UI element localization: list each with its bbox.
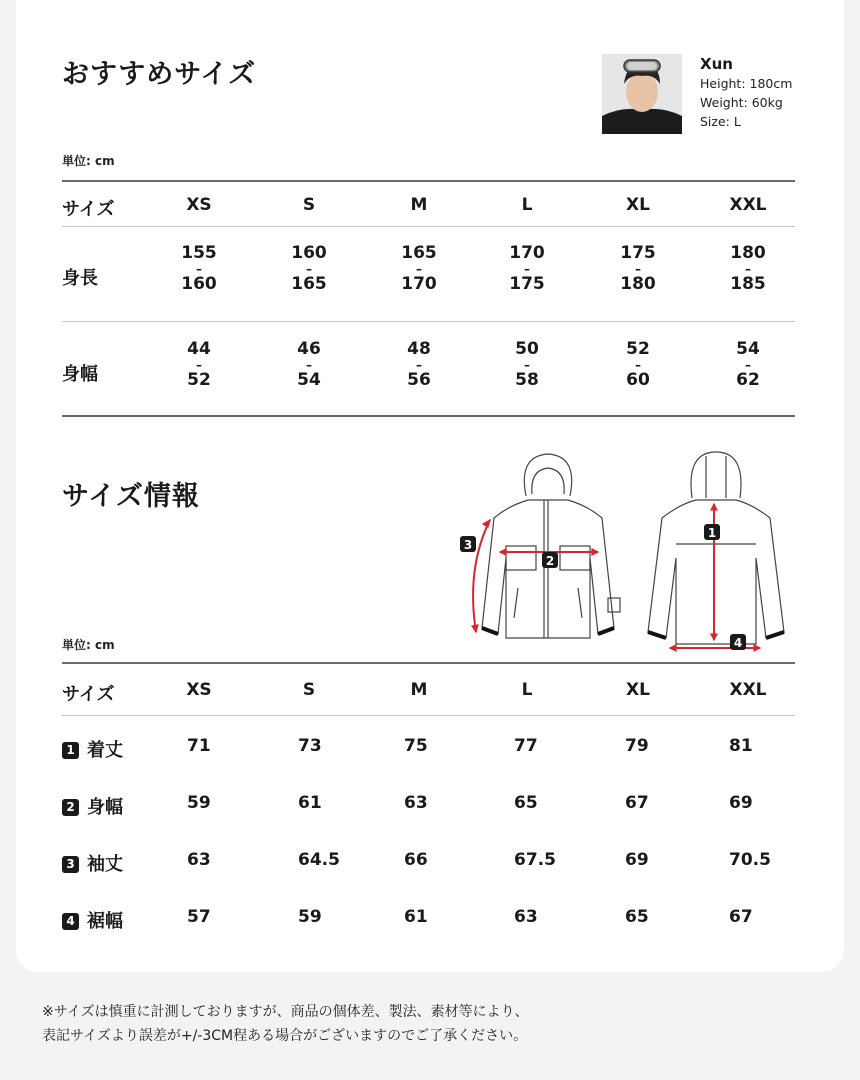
size-col-xs: XS: [186, 195, 212, 215]
range-cell: 54 – 62: [736, 339, 760, 390]
range-cell: 170 – 175: [509, 243, 545, 294]
value-cell: 57: [187, 907, 211, 927]
row-label: 身長: [62, 268, 98, 289]
size-header-label: サイズ: [62, 684, 115, 705]
note-line-2: 表記サイズより誤差が+/-3CM程ある場合がございますのでご了承ください。: [42, 1028, 528, 1044]
value-cell: 69: [729, 793, 753, 813]
size-col-s: S: [302, 680, 316, 700]
value-cell: 61: [298, 793, 322, 813]
row-label: 身幅: [62, 364, 98, 385]
value-cell: 67: [729, 907, 753, 927]
row-label: 1 着丈: [62, 736, 123, 762]
range-cell: 160 – 165: [291, 243, 327, 294]
range-cell: 52 – 60: [626, 339, 650, 390]
divider: [62, 415, 795, 417]
row-label: 3 袖丈: [62, 850, 123, 876]
size-col-xl: XL: [626, 195, 650, 215]
range-cell: 48 – 56: [407, 339, 431, 390]
value-cell: 63: [514, 907, 538, 927]
row-label: 2 身幅: [62, 793, 123, 819]
value-cell: 70.5: [729, 850, 771, 870]
value-cell: 71: [187, 736, 211, 756]
size-header-label: サイズ: [62, 199, 115, 220]
model-height: Height: 180cm: [700, 76, 793, 91]
svg-text:2: 2: [545, 554, 555, 568]
value-cell: 61: [404, 907, 428, 927]
size-col-s: S: [302, 195, 316, 215]
size-info-unit-label: 単位: cm: [62, 638, 115, 652]
size-col-xs: XS: [186, 680, 212, 700]
range-cell: 155 – 160: [181, 243, 217, 294]
size-col-xl: XL: [626, 680, 650, 700]
value-cell: 59: [187, 793, 211, 813]
recommended-size-title: おすすめサイズ: [62, 59, 257, 90]
size-col-xxl: XXL: [729, 680, 767, 700]
value-cell: 63: [187, 850, 211, 870]
value-cell: 79: [625, 736, 649, 756]
divider: [62, 180, 795, 182]
value-cell: 63: [404, 793, 428, 813]
number-3-icon: 3: [62, 856, 79, 873]
row-label: 4 裾幅: [62, 907, 123, 933]
jacket-measurement-diagram: [448, 448, 808, 658]
value-cell: 73: [298, 736, 322, 756]
range-cell: 180 – 185: [730, 243, 766, 294]
value-cell: 77: [514, 736, 538, 756]
model-profile: [602, 54, 842, 136]
note-line-1: ※サイズは慎重に計測しておりますが、商品の個体差、製法、素材等により、: [42, 1004, 529, 1020]
svg-text:1: 1: [707, 526, 717, 540]
number-1-icon: 1: [62, 742, 79, 759]
range-cell: 175 – 180: [620, 243, 656, 294]
number-2-icon: 2: [62, 799, 79, 816]
svg-text:4: 4: [733, 636, 743, 650]
value-cell: 59: [298, 907, 322, 927]
size-disclaimer-note: [42, 1000, 529, 1048]
model-name: Xun: [700, 55, 733, 73]
size-col-xxl: XXL: [729, 195, 767, 215]
value-cell: 69: [625, 850, 649, 870]
value-cell: 66: [404, 850, 428, 870]
value-cell: 64.5: [298, 850, 340, 870]
value-cell: 67: [625, 793, 649, 813]
model-weight: Weight: 60kg: [700, 95, 783, 110]
number-4-icon: 4: [62, 913, 79, 930]
divider: [62, 226, 795, 227]
model-photo: [602, 54, 682, 134]
divider: [62, 662, 795, 664]
divider: [62, 321, 795, 322]
svg-text:3: 3: [463, 538, 473, 552]
divider: [62, 715, 795, 716]
range-cell: 46 – 54: [297, 339, 321, 390]
value-cell: 81: [729, 736, 753, 756]
size-info-title: サイズ情報: [62, 481, 200, 512]
range-cell: 44 – 52: [187, 339, 211, 390]
value-cell: 65: [625, 907, 649, 927]
jacket-back-icon: [648, 452, 784, 651]
value-cell: 67.5: [514, 850, 556, 870]
range-cell: 50 – 58: [515, 339, 539, 390]
value-cell: 75: [404, 736, 428, 756]
model-size: Size: L: [700, 114, 741, 129]
size-col-l: L: [521, 680, 533, 700]
recommended-unit-label: 単位: cm: [62, 154, 115, 168]
size-col-l: L: [521, 195, 533, 215]
jacket-front-icon: [472, 454, 620, 638]
size-col-m: M: [410, 680, 428, 700]
value-cell: 65: [514, 793, 538, 813]
range-cell: 165 – 170: [401, 243, 437, 294]
size-col-m: M: [410, 195, 428, 215]
